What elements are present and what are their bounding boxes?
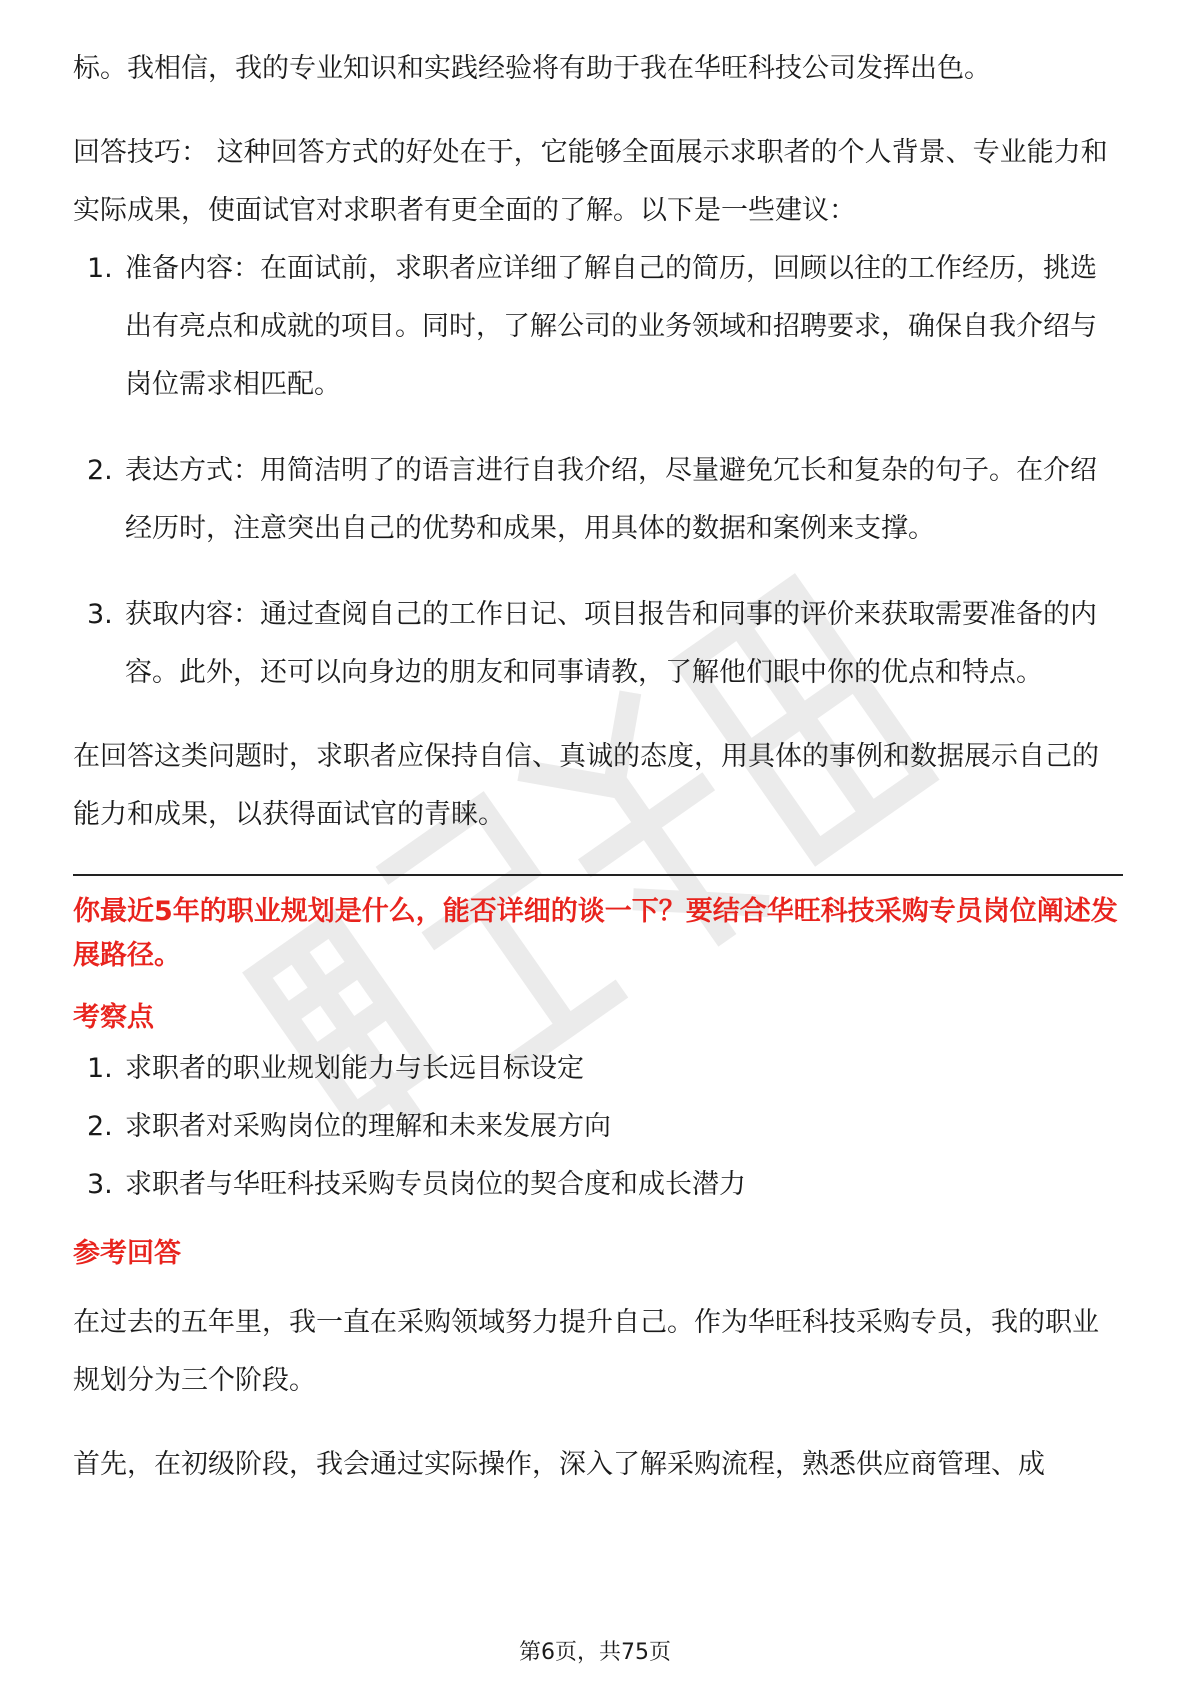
list-number: 1. [87, 253, 113, 284]
list-item-text: 准备内容：在面试前，求职者应详细了解自己的简历，回顾以往的工作经历，挑选出有亮点和成就的项目。同时，了解公司的业务领域和招聘要求，确保自我介绍与岗位需求相匹配。 [125, 253, 1097, 400]
list-number: 3. [87, 1169, 113, 1200]
answer-tip-paragraph: 回答技巧： 这种回答方式的好处在于，它能够全面展示求职者的个人背景、专业能力和实际成果，使面试官对求职者有更全面的了解。以下是一些建议： [73, 137, 1108, 226]
list-item [73, 1040, 1123, 1098]
list-number: 1. [87, 1053, 113, 1084]
list-item [73, 240, 1123, 414]
list-item [73, 1156, 1123, 1214]
list-item-text: 求职者对采购岗位的理解和未来发展方向 [125, 1111, 611, 1142]
focus-points-title: 考察点 [73, 1002, 154, 1033]
list-number: 2. [87, 455, 113, 486]
closing-paragraph: 在回答这类问题时，求职者应保持自信、真诚的态度，用具体的事例和数据展示自己的能力和成果，以获得面试官的青睐。 [73, 741, 1099, 830]
reference-paragraph-2: 首先，在初级阶段，我会通过实际操作，深入了解采购流程，熟悉供应商管理、成 [73, 1449, 1045, 1480]
intro-tail-paragraph: 标。我相信，我的专业知识和实践经验将有助于我在华旺科技公司发挥出色。 [73, 53, 991, 84]
list-item-text: 求职者与华旺科技采购专员岗位的契合度和成长潜力 [125, 1169, 746, 1200]
list-item-text: 表达方式：用简洁明了的语言进行自我介绍，尽量避免冗长和复杂的句子。在介绍经历时，注意突出自己的优势和成果，用具体的数据和案例来支撑。 [125, 455, 1097, 544]
list-item [73, 442, 1123, 558]
list-item [73, 586, 1123, 702]
list-item-text: 获取内容：通过查阅自己的工作日记、项目报告和同事的评价来获取需要准备的内容。此外，还可以向身边的朋友和同事请教，了解他们眼中你的优点和特点。 [125, 599, 1097, 688]
document-page [73, 40, 1123, 1494]
reference-paragraph-1: 在过去的五年里，我一直在采购领域努力提升自己。作为华旺科技采购专员，我的职业规划分为三个阶段。 [73, 1307, 1099, 1396]
reference-answer-title: 参考回答 [73, 1238, 181, 1269]
page-footer: 第6页，共75页 [519, 1640, 671, 1665]
focus-points-list [73, 1040, 1123, 1214]
interview-question: 你最近5年的职业规划是什么，能否详细的谈一下？要结合华旺科技采购专员岗位阐述发展路径。 [73, 896, 1118, 971]
list-number: 3. [87, 599, 113, 630]
tips-list [73, 240, 1123, 702]
section-divider [73, 874, 1123, 876]
list-item [73, 1098, 1123, 1156]
list-number: 2. [87, 1111, 113, 1142]
list-item-text: 求职者的职业规划能力与长远目标设定 [125, 1053, 584, 1084]
